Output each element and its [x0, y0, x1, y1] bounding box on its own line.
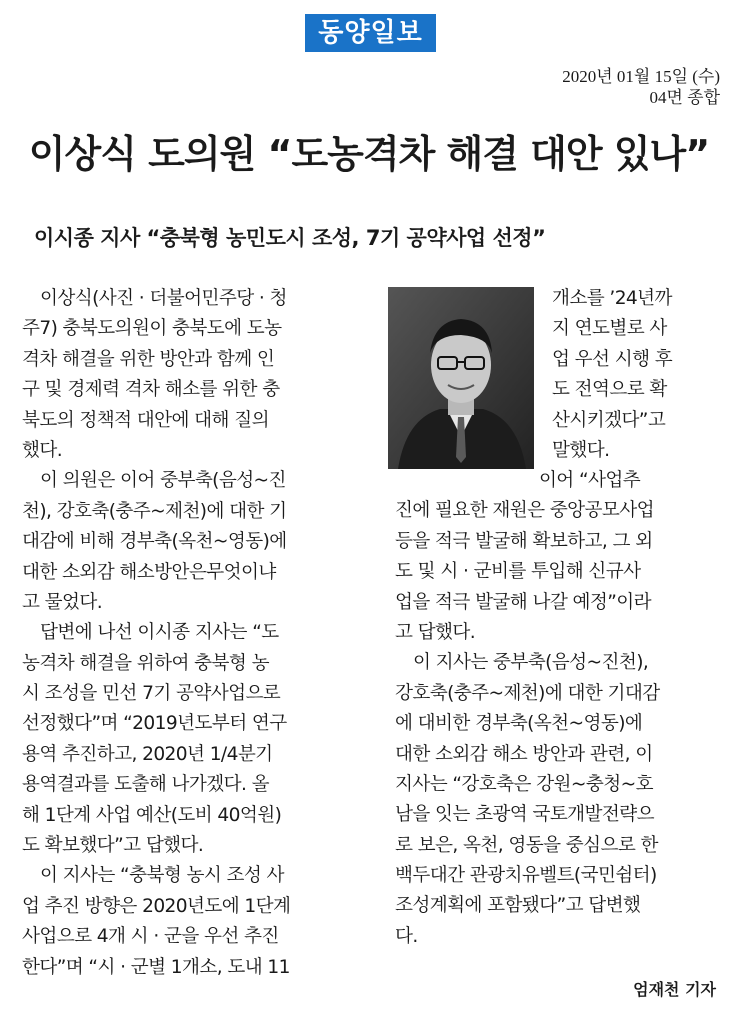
byline: 엄재천 기자: [633, 980, 716, 999]
text-line: 대감에 비해 경부축(옥천~영동)에: [22, 531, 287, 553]
page-section: 04면 종합: [649, 88, 720, 107]
text-line: 다.: [395, 925, 418, 947]
text-line: 이 지사는 “충북형 농시 조성 사: [22, 865, 284, 887]
text-line: 답변에 나선 이시종 지사는 “도: [22, 622, 279, 644]
dateline: [460, 66, 720, 108]
text-line: 강호축(충주~제천)에 대한 기대감: [395, 682, 660, 704]
text-line: 용역 추진하고, 2020년 1/4분기: [22, 743, 273, 765]
text-line: 에 대비한 경부축(옥천~영동)에: [395, 713, 643, 735]
masthead-logo: 동양일보: [305, 14, 436, 52]
text-line: 로 보은, 옥천, 영동을 중심으로 한: [395, 834, 658, 856]
text-line: 남을 잇는 초광역 국토개발전략으: [395, 804, 654, 826]
text-line: 해 1단계 사업 예산(도비 40억원): [22, 804, 282, 826]
text-line: 북도의 정책적 대안에 대해 질의: [22, 409, 269, 431]
text-line: 대한 소외감 해소방안은무엇이냐: [22, 561, 276, 583]
text-line: 업 추진 방향은 2020년도에 1단계: [22, 895, 291, 917]
text-line: 지사는 “강호축은 강원~충청~호: [395, 773, 653, 795]
text-line: 도 확보했다”고 답했다.: [22, 835, 204, 857]
text-line: 농격차 해결을 위하여 충북형 농: [22, 652, 269, 674]
headline: 이상식 도의원 “도농격차 해결 대안 있나”: [28, 132, 710, 176]
text-line: 대한 소외감 해소 방안과 관련, 이: [395, 743, 653, 765]
text-line: 시 조성을 민선 7기 공약사업으로: [22, 683, 281, 705]
text-line: 고 답했다.: [395, 621, 476, 643]
text-line: 이상식(사진 · 더불어민주당 · 청: [22, 288, 287, 309]
text-line: 도 및 시 · 군비를 투입해 신규사: [395, 561, 641, 583]
article-body-right-top: [552, 284, 727, 466]
text-line: 업 우선 시행 후: [552, 348, 673, 370]
text-line: 주7) 충북도의원이 충북도에 도농: [22, 318, 282, 340]
text-line: 사업으로 4개 시 · 군을 우선 추진: [22, 926, 279, 948]
text-line: 이 지사는 중부축(음성~진천),: [395, 652, 649, 674]
text-line: 이어 “사업추: [395, 470, 641, 491]
portrait-photo: [388, 287, 534, 469]
text-line: 고 물었다.: [22, 591, 103, 613]
text-line: 한다”며 “시 · 군별 1개소, 도내 11: [22, 956, 290, 978]
text-line: 진에 필요한 재원은 중앙공모사업: [395, 500, 654, 522]
text-line: 이 의원은 이어 중부축(음성~진: [22, 470, 286, 492]
publish-date: 2020년 01월 15일 (수): [562, 67, 720, 86]
person-portrait-icon: [388, 287, 534, 469]
article-body-left: [22, 284, 367, 983]
text-line: 업을 적극 발굴해 나갈 예정”이라: [395, 591, 651, 613]
text-line: 도 전역으로 확: [552, 379, 667, 401]
text-line: 구 및 경제력 격차 해소를 위한 충: [22, 379, 280, 401]
text-line: 천), 강호축(충주~제천)에 대한 기: [22, 500, 287, 522]
text-line: 산시키겠다”고: [552, 409, 666, 431]
text-line: 개소를 ’24년까: [552, 288, 672, 309]
text-line: 지 연도별로 사: [552, 318, 667, 340]
text-line: 등을 적극 발굴해 확보하고, 그 외: [395, 530, 653, 552]
text-line: 용역결과를 도출해 나가겠다. 올: [22, 774, 269, 796]
text-line: 말했다.: [552, 439, 610, 461]
text-line: 백두대간 관광치유벨트(국민쉼터): [395, 865, 657, 887]
text-line: 격차 해결을 위한 방안과 함께 인: [22, 348, 275, 370]
subheadline: 이시종 지사 “충북형 농민도시 조성, 7기 공약사업 선정”: [34, 226, 546, 250]
text-line: 했다.: [22, 439, 63, 461]
article-body-right: [395, 466, 727, 952]
text-line: 조성계획에 포함됐다”고 답변했: [395, 895, 641, 917]
text-line: 선정했다”며 “2019년도부터 연구: [22, 713, 287, 735]
